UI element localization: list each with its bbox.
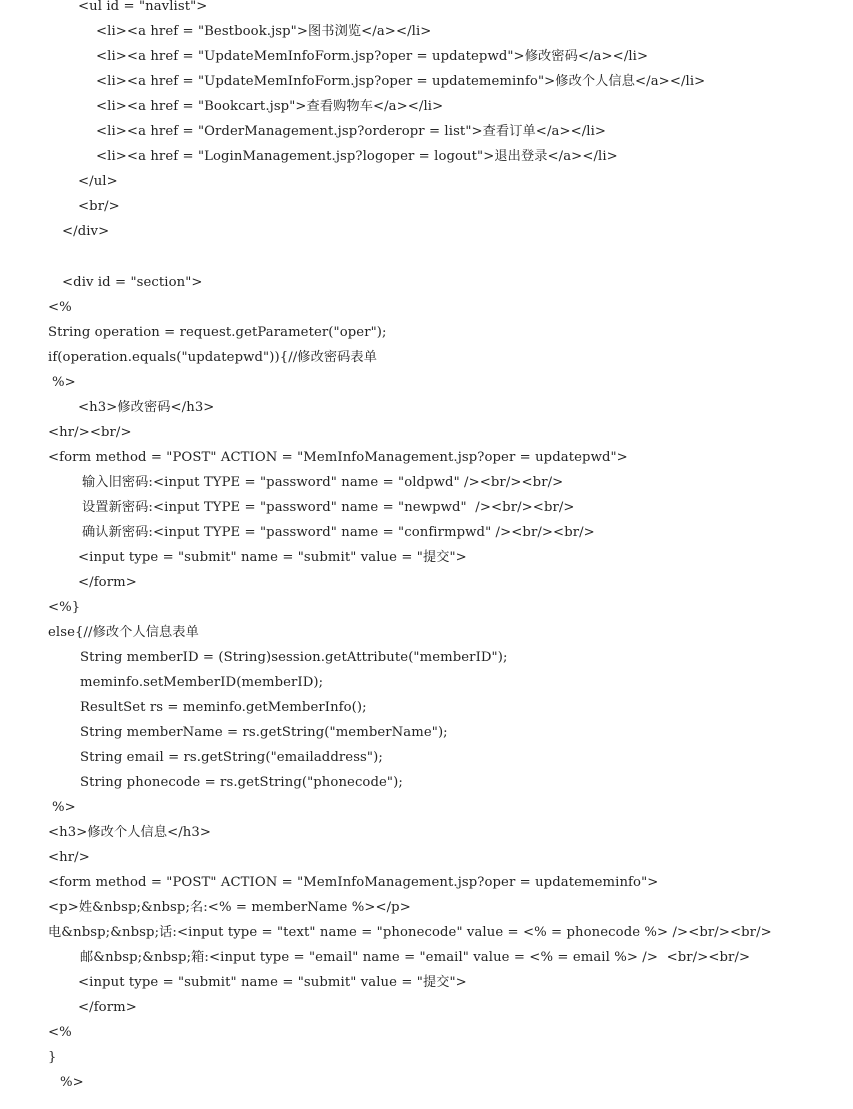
code-line: <% bbox=[48, 300, 72, 315]
code-line: <% bbox=[48, 1025, 72, 1040]
code-line: <h3>修改密码</h3> bbox=[78, 400, 215, 415]
code-line: String phonecode = rs.getString("phonecode"); bbox=[80, 775, 403, 790]
code-line: 设置新密码:<input TYPE = "password" name = "newpwd" /><br/><br/> bbox=[82, 500, 575, 515]
code-line: <div id = "section"> bbox=[62, 275, 203, 290]
code-line: 电&nbsp;&nbsp;话:<input type = "text" name = "phonecode" value = <% = phonecode %> /><br/><br/> bbox=[48, 925, 772, 940]
code-line: <%} bbox=[48, 600, 81, 615]
code-line: <li><a href = "UpdateMemInfoForm.jsp?oper = updatememinfo">修改个人信息</a></li> bbox=[96, 74, 706, 89]
code-line: </form> bbox=[78, 1000, 137, 1015]
code-line: <li><a href = "UpdateMemInfoForm.jsp?oper = updatepwd">修改密码</a></li> bbox=[96, 49, 649, 64]
code-line: <li><a href = "LoginManagement.jsp?logoper = logout">退出登录</a></li> bbox=[96, 149, 618, 164]
code-line: <hr/><br/> bbox=[48, 425, 132, 440]
code-line: <li><a href = "Bookcart.jsp">查看购物车</a></li> bbox=[96, 99, 444, 114]
code-line: <h3>修改个人信息</h3> bbox=[48, 825, 212, 840]
code-line: if(operation.equals("updatepwd")){//修改密码表单 bbox=[48, 350, 378, 365]
code-line: <form method = "POST" ACTION = "MemInfoManagement.jsp?oper = updatememinfo"> bbox=[48, 875, 659, 890]
code-line: <br/> bbox=[78, 199, 120, 214]
code-line: <form method = "POST" ACTION = "MemInfoManagement.jsp?oper = updatepwd"> bbox=[48, 450, 628, 465]
code-line: <hr/> bbox=[48, 850, 90, 865]
code-line: <input type = "submit" name = "submit" value = "提交"> bbox=[78, 550, 467, 565]
code-line: <input type = "submit" name = "submit" value = "提交"> bbox=[78, 975, 467, 990]
code-line: 输入旧密码:<input TYPE = "password" name = "oldpwd" /><br/><br/> bbox=[82, 475, 564, 490]
code-line: %> bbox=[52, 800, 76, 815]
code-line: String memberID = (String)session.getAttribute("memberID"); bbox=[80, 650, 508, 665]
code-line: else{//修改个人信息表单 bbox=[48, 625, 199, 640]
code-line: <li><a href = "Bestbook.jsp">图书浏览</a></li> bbox=[96, 24, 432, 39]
code-line: String email = rs.getString("emailaddress"); bbox=[80, 750, 383, 765]
code-line: <ul id = "navlist"> bbox=[78, 0, 208, 14]
code-line: <p>姓&nbsp;&nbsp;名:<% = memberName %></p> bbox=[48, 900, 411, 915]
code-line: ResultSet rs = meminfo.getMemberInfo(); bbox=[80, 700, 367, 715]
code-line: String memberName = rs.getString("memberName"); bbox=[80, 725, 448, 740]
code-line: 确认新密码:<input TYPE = "password" name = "confirmpwd" /><br/><br/> bbox=[82, 525, 595, 540]
code-line: meminfo.setMemberID(memberID); bbox=[80, 675, 324, 690]
code-line: } bbox=[48, 1050, 57, 1065]
code-line: </form> bbox=[78, 575, 137, 590]
code-line: 邮&nbsp;&nbsp;箱:<input type = "email" name = "email" value = <% = email %> /> <br/><br/> bbox=[80, 950, 751, 965]
code-line: <li><a href = "OrderManagement.jsp?orderopr = list">查看订单</a></li> bbox=[96, 124, 607, 139]
code-line: </ul> bbox=[78, 174, 118, 189]
code-line: %> bbox=[52, 375, 76, 390]
code-line: String operation = request.getParameter("oper"); bbox=[48, 325, 387, 340]
code-line: </div> bbox=[62, 224, 110, 239]
code-line: %> bbox=[60, 1075, 84, 1090]
